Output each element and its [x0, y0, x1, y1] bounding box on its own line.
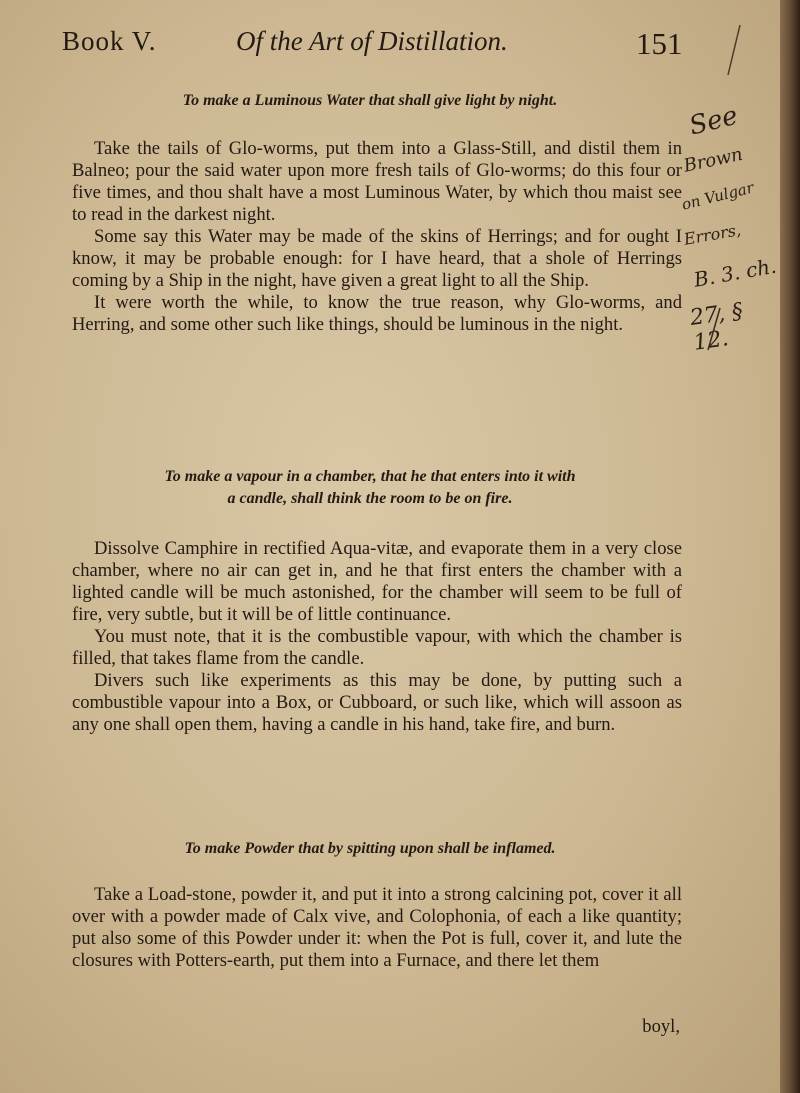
marginal-note: B. 3. ch. — [691, 253, 779, 292]
page-number: 151 — [636, 26, 683, 61]
paragraph: Some say this Water may be made of the skins of Herrings; and for ought I know, it may be probable enough: for I have heard, that a shole of Herrings coming by a Ship in the night, have given a great light to all the Ship. — [72, 226, 682, 291]
book-spine — [780, 0, 800, 1093]
marginal-note: on Vulgar — [679, 178, 756, 214]
pencil-mark-icon — [700, 300, 730, 360]
section-body — [72, 138, 682, 336]
paragraph: Take the tails of Glo-worms, put them into a Glass-Still, and distil them in Balneo; pour the said water upon more fresh tails of Glo-worms; do this four or five times, and thou shalt have a most Luminous Water, by which thou maist see to read in the darkest night. — [72, 138, 682, 225]
marginal-note: Errors, — [682, 220, 743, 249]
section-body — [72, 884, 682, 972]
marginal-note: Brown — [681, 143, 745, 177]
running-head-title: Of the Art of Distillation. — [236, 26, 508, 56]
marginal-note: See — [686, 100, 741, 142]
section-heading: To make Powder that by spitting upon shall be inflamed. — [184, 840, 556, 857]
section-body — [72, 538, 682, 736]
paragraph: Divers such like experiments as this may be done, by putting such a combustible vapour into a Box, or Cubboard, or such like, which will assoon as any one shall open them, having a candle in his hand, take fire, and burn. — [72, 670, 682, 735]
section-heading: To make a Luminous Water that shall give light by night. — [182, 92, 558, 109]
running-head-book: Book V. — [62, 26, 157, 56]
paragraph: Dissolve Camphire in rectified Aqua-vitæ, and evaporate them in a very close chamber, where no air can get in, and he that first enters the chamber with a lighted candle will be much astonished, for the chamber will seem to be full of fire, very subtle, but it will be of little continuance. — [72, 538, 682, 625]
paragraph: You must note, that it is the combustible vapour, with which the chamber is filled, that takes flame from the candle. — [72, 626, 682, 669]
paragraph: Take a Load-stone, powder it, and put it into a strong calcining pot, cover it all over with a powder made of Calx vive, and Colophonia, of each a like quantity; put also some of this Powder under it: when the Pot is full, cover it, and lute the closures with Potters-earth, put them into a Furnace, and there let them — [72, 884, 682, 971]
running-header — [62, 22, 702, 62]
section-heading — [70, 466, 670, 510]
marginal-note: 27, § 12. — [688, 298, 745, 356]
heading-line: a candle, shall think the room to be on fire. — [227, 490, 513, 507]
pencil-mark-icon — [700, 20, 760, 80]
heading-line: To make a vapour in a chamber, that he that enters into it with — [164, 468, 576, 485]
catchword: boyl, — [642, 1016, 680, 1037]
paragraph: It were worth the while, to know the true reason, why Glo-worms, and Herring, and some other such like things, should be luminous in the night. — [72, 292, 682, 335]
